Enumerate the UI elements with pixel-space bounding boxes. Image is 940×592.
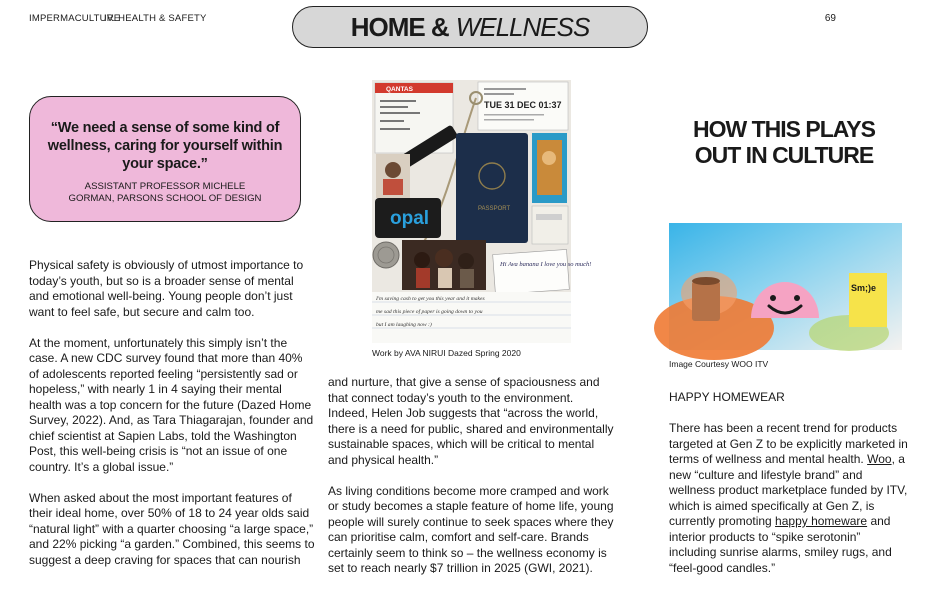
quote-attribution [40,181,290,204]
paragraph: When asked about the most important features of their ideal home, over 50% of 18 to 24 year olds said “natural light” with a quarter choosing “a large space,” and 22% picking “a garden.” Combined, this seems to suggest a deep craving for spaces that can nourish [29,490,315,567]
title-part-1: HOME & [350,11,449,42]
opal-card-text: opal [390,208,430,229]
collage-image [372,80,592,343]
passport-label: PASSPORT [478,206,511,212]
smile-box-text: Sm;)e [851,283,877,293]
attribution-line-2: GORMAN, PARSONS SCHOOL OF DESIGN [68,192,262,204]
page-title [292,6,648,48]
collage-caption: Work by AVA NIRUI Dazed Spring 2020 [372,348,521,358]
page-number: 69 [824,13,836,24]
handwriting-line: I'm saving cash to get you this year and it makes [376,296,485,302]
subheading: HAPPY HOMEWEAR [669,390,785,404]
pull-quote-text: “We need a sense of some kind of wellness, caring for yourself within your space.” [47,120,283,172]
article-column-1 [29,258,315,584]
ticket-date: TUE 31 DEC 01:37 [484,100,562,110]
woo-link[interactable]: Woo [867,452,892,466]
handwritten-note: Hi Ava banana I love you so much! [500,261,592,268]
body-text: , a new “culture and lifestyle brand” and wellness product marketplace funded by ITV, which is aimed specifically at Gen Z, is currently promoting [669,452,908,528]
handwriting-line: me sad this piece of paper is going down to you [376,309,483,315]
publication-name: IMPERMACULTURE [29,13,121,24]
happy-homeware-link[interactable]: happy homeware [775,514,868,528]
handwriting-line: but I am laughing now :) [376,322,432,328]
image-caption: Image Courtesy WOO ITV [669,359,769,369]
culture-heading: HOW THIS PLAYS OUT IN CULTURE [693,116,875,168]
brand-text: QANTAS [386,86,413,93]
body-text: and interior products to “spike serotonin” including sunrise alarms, smiley rugs, and “feel-good candles.” [669,514,892,575]
title-part-2: WELLNESS [455,11,590,42]
paragraph: At the moment, unfortunately this simply isn’t the case. A new CDC survey found that more than 40% of adolescents reported feeling “persistently sad or hopeless,” with nearly 1 in 4 saying their mental health was a top concern for the future (Dazed Home Survey, 2022). And, as Tara Thiagarajan, founder and chief scientist at Sapien Labs, told the Washington Post, this well-being crisis is “not an issue of one country. It’s a global issue.” [29,335,314,474]
paragraph: As living conditions become more cramped and work or study becomes a staple feature of home life, young people will surely continue to seek spaces where they can prioritise calm, comfort and self-care. Brands certainly seem to think so – the wellness economy is set to reach nearly $7 trillion in 2025 (GWI, 2021). [328,483,614,575]
section-label: IV. HEALTH & SAFETY [104,13,207,24]
product-image [669,223,902,350]
pull-quote-box [29,96,301,222]
body-text: There has been a recent trend for products targeted at Gen Z to be explicitly marketed in terms of wellness and mental health. [669,421,908,466]
article-column-2 [328,375,614,592]
article-column-3-body [669,421,909,576]
attribution-line-1: ASSISTANT PROFESSOR MICHELE [84,181,246,192]
paragraph: and nurture, that give a sense of spaciousness and that connect today’s youth to the environment. Indeed, Helen Job suggests that “across the world, there is a need for public, shared and environmentally sustainable spaces, which will be critical to mental and physical health.” [328,375,614,467]
paragraph: Physical safety is obviously of utmost importance to today’s youth, but so is a broader sense of mental and emotional well-being. Young people don’t just want to feel safe, but secure and calm too. [29,258,304,319]
